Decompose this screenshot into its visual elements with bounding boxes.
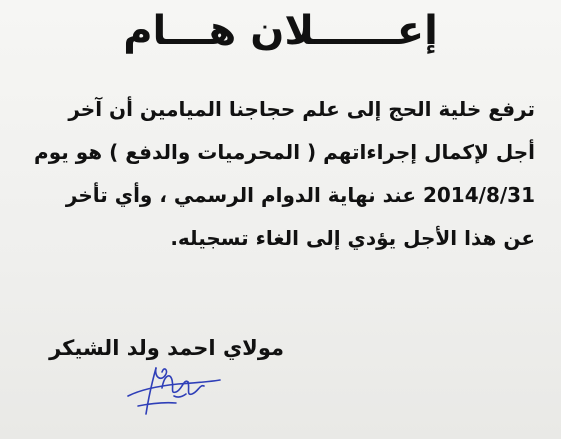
announcement-title: إعــــــلان هـــام bbox=[123, 8, 438, 54]
handwritten-signature bbox=[118, 356, 228, 426]
signer-name: مولاي احمد ولد الشيكر bbox=[49, 336, 284, 360]
announcement-body bbox=[15, 88, 535, 260]
body-line-4: عن هذا الأجل يؤدي إلى الغاء تسجيله. bbox=[170, 226, 535, 250]
body-line-2: أجل لإكمال إجراءاتهم ( المحرميات والدفع ) هو يوم bbox=[34, 140, 535, 164]
body-line-1: ترفع خلية الحج إلى علم حجاجنا الميامين أن آخر bbox=[68, 97, 535, 121]
body-line-3: 2014/8/31 عند نهاية الدوام الرسمي ، وأي تأخر bbox=[65, 183, 535, 207]
